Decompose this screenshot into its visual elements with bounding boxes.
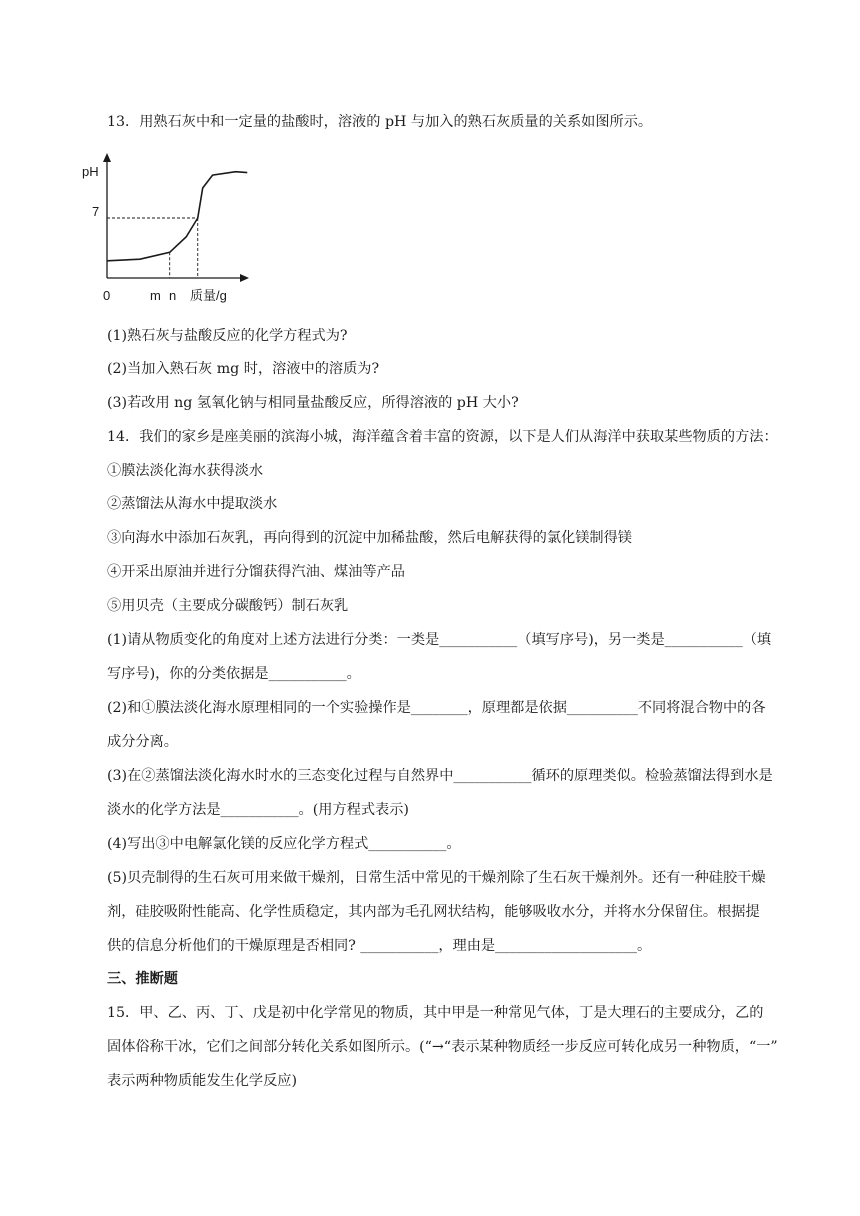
x-axis-label: 质量/g <box>190 288 227 303</box>
q14-part1-line2: 写序号)，你的分类依据是___________。 <box>107 666 361 682</box>
q14-method-1: ①膜法淡化海水获得淡水 <box>107 463 264 479</box>
dashed-guides <box>107 218 198 278</box>
x-mark-m-label: m <box>150 288 161 303</box>
y-axis-label: pH <box>82 164 99 179</box>
q14-part4: (4)写出③中电解氯化镁的反应化学方程式___________。 <box>107 836 461 852</box>
q13-stem: 13．用熟石灰中和一定量的盐酸时，溶液的 pH 与加入的熟石灰质量的关系如图所示。 <box>107 114 653 130</box>
q14-method-2: ②蒸馏法从海水中提取淡水 <box>107 496 278 512</box>
q15-line3: 表示两种物质能发生化学反应) <box>107 1073 297 1089</box>
q14-part2-line1: (2)和①膜法淡化海水原理相同的一个实验操作是________，原理都是依据__________不同将混合物中的各 <box>107 700 766 716</box>
q14-stem: 14．我们的家乡是座美丽的滨海小城，海洋蕴含着丰富的资源，以下是人们从海洋中获取某些物质的方法： <box>107 429 778 445</box>
ph-curve <box>107 172 247 261</box>
q14-part1-line1: (1)请从物质变化的角度对上述方法进行分类：一类是___________（填写序号)，另一类是___________（填 <box>107 632 772 648</box>
q15-line1: 15．甲、乙、丙、丁、戊是初中化学常见的物质，其中甲是一种常见气体，丁是大理石的主要成分，乙的 <box>107 1005 764 1021</box>
y-mark-7-label: 7 <box>92 204 100 219</box>
q15-line2: 固体俗称干冰，它们之间部分转化关系如图所示。(“→“表示某种物质经一步反应可转化成另一种物质，“一” <box>107 1039 778 1055</box>
q14-part3-line2: 淡水的化学方法是___________。(用方程式表示) <box>107 802 409 818</box>
q14-method-4: ④开采出原油并进行分馏获得汽油、煤油等产品 <box>107 564 405 580</box>
origin-label: 0 <box>103 288 111 303</box>
y-axis-arrow <box>103 153 111 162</box>
q14-part5-line3: 供的信息分析他们的干燥原理是否相同? ___________，理由是____________________。 <box>107 938 652 954</box>
x-mark-n-label: n <box>169 288 177 303</box>
q13-sub1: (1)熟石灰与盐酸反应的化学方程式为? <box>107 328 348 344</box>
q14-method-5: ⑤用贝壳（主要成分碳酸钙）制石灰乳 <box>107 598 349 614</box>
q14-method-3: ③向海水中添加石灰乳，再向得到的沉淀中加稀盐酸，然后电解获得的氯化镁制得镁 <box>107 530 632 546</box>
q14-part2-line2: 成分分离。 <box>107 734 178 750</box>
q14-part5-line2: 剂，硅胶吸附性能高、化学性质稳定，其内部为毛孔网状结构，能够吸收水分，并将水分保留住。根据提 <box>107 904 760 920</box>
q14-part5-line1: (5)贝壳制得的生石灰可用来做干燥剂，日常生活中常见的干燥剂除了生石灰干燥剂外。还有一种硅胶干燥 <box>107 870 766 886</box>
x-axis-arrow <box>240 274 249 282</box>
q13-sub2: (2)当加入熟石灰 mg 时，溶液中的溶质为? <box>107 361 380 377</box>
q14-part3-line1: (3)在②蒸馏法淡化海水时水的三态变化过程与自然界中___________循环的原理类似。检验蒸馏法得到水是 <box>107 768 773 784</box>
ph-chart <box>76 150 256 310</box>
q13-sub3: (3)若改用 ng 氢氧化钠与相同量盐酸反应，所得溶液的 pH 大小? <box>107 395 519 411</box>
section-heading: 三、推断题 <box>107 971 178 987</box>
